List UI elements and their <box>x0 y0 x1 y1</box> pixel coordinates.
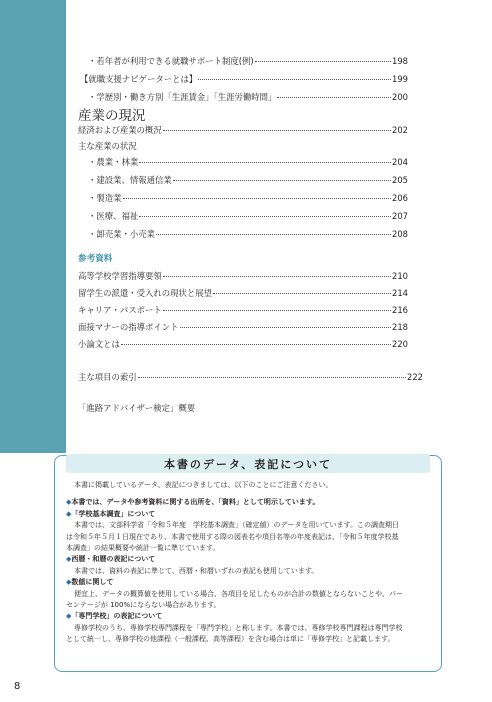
notes-section-heading: ◆西暦・和暦の表記について <box>66 555 156 564</box>
toc-item[interactable] <box>80 73 408 85</box>
toc-item-page: 204 <box>392 157 408 167</box>
notes-body-line: 専修学校のうち、専修学校専門課程を「専門学校」と称します。本書では、専修学校専門課程は専門学校 <box>74 623 403 632</box>
toc-item-label: 経済および産業の概況 <box>78 125 162 135</box>
toc-item[interactable] <box>78 321 408 333</box>
toc-item-page: 210 <box>392 271 408 281</box>
toc-sub-heading: 主な産業の状況 <box>78 141 137 151</box>
toc-item-page: 220 <box>392 339 408 349</box>
toc-item-label: 小論文とは <box>78 339 120 349</box>
toc-item-page: 218 <box>392 322 408 332</box>
toc-item-label: ・建設業、情報通信業 <box>88 175 172 185</box>
notes-body-line: 本調査」の結果概要や統計一覧に準じています。 <box>66 544 220 553</box>
toc-item-label: キャリア・パスポート <box>78 305 162 315</box>
toc-item-page: 200 <box>392 92 408 102</box>
notes-content <box>66 480 434 646</box>
notes-body-line: 本書では、資料の表記に準じて、西暦・和暦いずれの表記も使用しています。 <box>74 566 319 575</box>
notes-body-line: 便宜上、データの概算値を使用している場合、各項目を足したものが合計の数値とならないことや、パー <box>74 589 403 598</box>
toc-item-page: 202 <box>392 125 408 135</box>
toc-item[interactable] <box>78 287 408 299</box>
toc-item-page: 206 <box>392 193 408 203</box>
toc-item[interactable] <box>88 91 408 103</box>
toc-item-label: 【就職支援ナビゲーターとは】 <box>80 74 198 84</box>
toc-item[interactable] <box>88 192 408 204</box>
toc-item[interactable] <box>78 124 408 136</box>
page-number: 8 <box>14 681 21 692</box>
toc-item[interactable] <box>88 55 408 67</box>
toc-item-page: 205 <box>392 175 408 185</box>
toc-item-label: ・若年者が利用できる就職サポート制度(例) <box>88 56 254 66</box>
notes-body-line: センテージが 100%にならない場合があります。 <box>66 601 221 610</box>
notes-body-line: 本書では、文部科学省「令和５年度 学校基本調査」（確定値）のデータを用いています。この調査期日 <box>74 521 399 530</box>
toc-item-page: 199 <box>392 74 408 84</box>
toc-item[interactable] <box>88 228 408 240</box>
toc-item-page: 214 <box>392 288 408 298</box>
toc-item[interactable] <box>88 156 408 168</box>
toc-item-page: 222 <box>407 372 423 382</box>
toc-item[interactable] <box>78 338 408 350</box>
toc-item-page: 207 <box>392 211 408 221</box>
reference-heading: 参考資料 <box>78 254 113 264</box>
toc-item[interactable] <box>78 304 408 316</box>
toc-item-page: 208 <box>392 229 408 239</box>
notes-body-line: は令和５年５月１日現在であり、本書で使用する際の図表名や項目名等の年度表記は、「令和５年度学校基 <box>66 532 399 541</box>
toc-item-label: 留学生の派遣・受入れの現状と展望 <box>78 288 212 298</box>
sidebar-color-bar <box>0 0 66 453</box>
toc-item-page: 216 <box>392 305 408 315</box>
notes-body-line: として統一し、専修学校の他課程（一般課程、高等課程）を含む場合は単に「専修学校」と記載します。 <box>66 635 395 644</box>
toc-item-label: 主な項目の索引 <box>78 372 137 382</box>
notes-intro: 本書に掲載しているデータ、表記につきましては、以下のことにご注意ください。 <box>74 481 333 489</box>
toc-item-label: ・学歴別・働き方別「生涯賃金」「生涯労働時間」 <box>88 92 277 102</box>
toc-item-label: 面接マナーの指導ポイント <box>78 322 179 332</box>
toc-item-label: 高等学校学習指導要領 <box>78 271 162 281</box>
toc-item-page: 198 <box>392 56 408 66</box>
toc-item[interactable] <box>88 174 408 186</box>
notes-section-heading: ◆「学校基本調査」について <box>66 509 156 518</box>
toc-item[interactable] <box>78 371 423 383</box>
chapter-number: 6 <box>52 107 61 121</box>
toc-item-label: ・製造業 <box>88 193 122 203</box>
toc-item[interactable] <box>88 210 408 222</box>
exam-outline[interactable]: 「進路アドバイザー検定」概要 <box>78 403 196 413</box>
notes-section-heading: ◆数値に関して <box>66 578 114 587</box>
notes-title: 本書のデータ、表記について <box>66 454 430 473</box>
notes-section-heading: ◆本書では、データや参考資料に関する出所を、「資料」として明示しています。 <box>66 498 320 507</box>
toc-item-label: ・卸売業・小売業 <box>88 229 155 239</box>
toc-item[interactable] <box>78 270 408 282</box>
chapter-title: 産業の現況 <box>78 108 146 124</box>
toc-item-label: ・農業・林業 <box>88 157 139 167</box>
toc-item-label: ・医療、福祉 <box>88 211 139 221</box>
notes-section-heading: ◆「専門学校」の表記について <box>66 612 163 621</box>
